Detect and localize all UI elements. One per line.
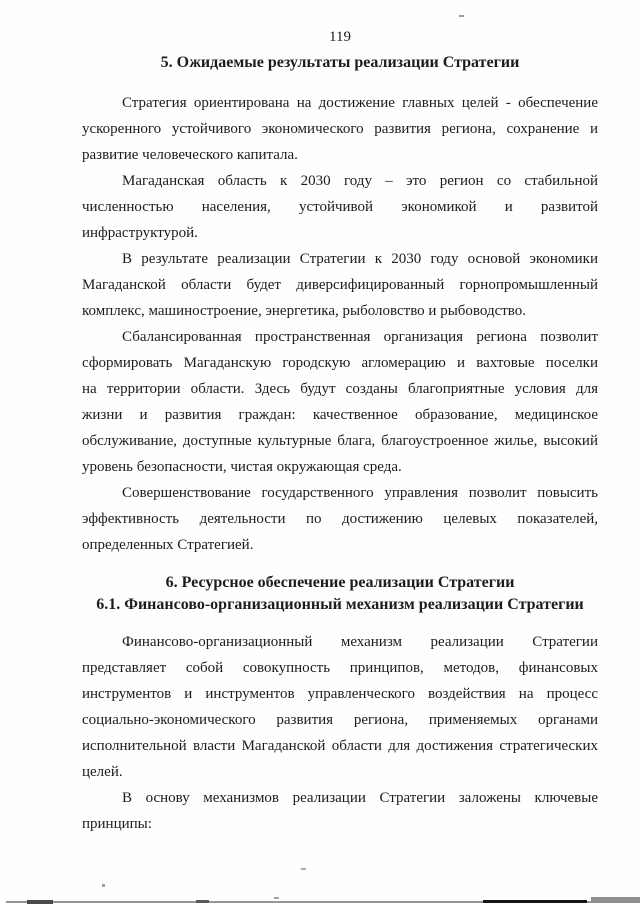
scan-speck bbox=[102, 884, 105, 887]
text-line: Стратегия ориентирована на достижение главных целей - обеспечение bbox=[122, 95, 598, 111]
text-line: представляет собой совокупность принципов, методов, финансовых bbox=[82, 660, 598, 676]
text-line: комплекс, машиностроение, энергетика, рыболовство и рыбоводство. bbox=[82, 303, 527, 319]
text-line: сформировать Магаданскую городскую агломерацию и вахтовые поселки bbox=[82, 355, 598, 371]
text-line: Магаданской области будет диверсифицированный горнопромышленный bbox=[82, 277, 598, 293]
scan-artifact-line bbox=[591, 897, 640, 903]
scan-artifact-line bbox=[27, 900, 53, 904]
paragraph bbox=[82, 480, 598, 558]
text-line: Магаданская область к 2030 году – это регион со стабильной bbox=[122, 173, 598, 189]
text-line: жизни и развития граждан: качественное образование, медицинское bbox=[82, 407, 598, 423]
text-line: численностью населения, устойчивой экономикой и развитой bbox=[82, 199, 598, 215]
text-line: на территории области. Здесь будут созданы благоприятные условия для bbox=[82, 381, 598, 397]
section-6-heading-block bbox=[82, 572, 598, 616]
page-number: 119 bbox=[329, 29, 351, 45]
text-line: социально-экономического развития региона, применяемых органами bbox=[82, 712, 598, 728]
paragraph bbox=[82, 90, 598, 168]
scan-speck bbox=[459, 15, 464, 17]
scan-artifact-line bbox=[483, 900, 587, 903]
text-line: развитие человеческого капитала. bbox=[82, 147, 298, 163]
paragraph bbox=[82, 324, 598, 480]
text-line: ускоренного устойчивого экономического развития региона, сохранение и bbox=[82, 121, 598, 137]
text-line: принципы: bbox=[82, 816, 152, 832]
paragraph bbox=[82, 246, 598, 324]
text-line: инструментов и инструментов управленческого воздействия на процесс bbox=[82, 686, 598, 702]
paragraph bbox=[82, 168, 598, 246]
section-5-heading: 5. Ожидаемые результаты реализации Стратегии bbox=[160, 54, 520, 71]
section-6-1-heading: 6.1. Финансово-организационный механизм реализации Стратегии bbox=[96, 596, 584, 613]
text-line: исполнительной власти Магаданской области для достижения стратегических bbox=[82, 738, 598, 754]
text-line: Финансово-организационный механизм реализации Стратегии bbox=[122, 634, 598, 650]
scan-speck bbox=[274, 897, 279, 899]
section-5-body bbox=[82, 90, 598, 558]
text-line: В результате реализации Стратегии к 2030 году основой экономики bbox=[122, 251, 598, 267]
text-block bbox=[82, 28, 598, 837]
text-line: целей. bbox=[82, 764, 123, 780]
scan-speck bbox=[301, 868, 306, 870]
text-line: эффективность деятельности по достижению целевых показателей, bbox=[82, 511, 598, 527]
section-6-heading: 6. Ресурсное обеспечение реализации Стратегии bbox=[165, 574, 515, 591]
paragraph bbox=[82, 785, 598, 837]
text-line: Совершенствование государственного управления позволит повысить bbox=[122, 485, 598, 501]
scan-artifact-line bbox=[196, 900, 209, 903]
text-line: уровень безопасности, чистая окружающая среда. bbox=[82, 459, 402, 475]
section-6-body bbox=[82, 629, 598, 837]
text-line: определенных Стратегией. bbox=[82, 537, 254, 553]
paragraph bbox=[82, 629, 598, 785]
text-line: инфраструктурой. bbox=[82, 225, 198, 241]
text-line: В основу механизмов реализации Стратегии заложены ключевые bbox=[122, 790, 598, 806]
text-line: Сбалансированная пространственная организация региона позволит bbox=[122, 329, 598, 345]
text-line: обслуживание, доступные культурные блага, благоустроенное жилье, высокий bbox=[82, 433, 598, 449]
